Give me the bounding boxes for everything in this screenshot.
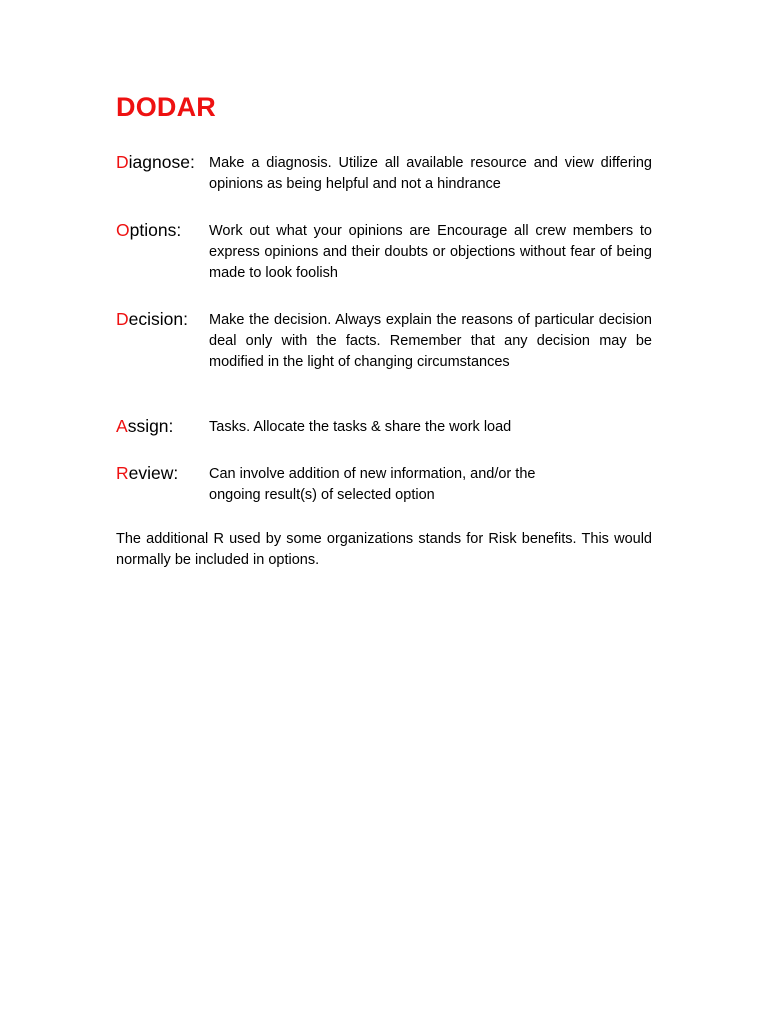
term-review xyxy=(116,462,178,484)
term-initial: O xyxy=(116,220,130,240)
term-initial: D xyxy=(116,152,129,172)
term-initial: D xyxy=(116,309,129,329)
definition-line: ongoing result(s) of selected option xyxy=(209,487,435,503)
definition-review xyxy=(209,464,652,506)
term-decision xyxy=(116,308,188,330)
definition-options: Work out what your opinions are Encourage all crew members to express opinions and their doubts or objections without fear of being made to look foolish xyxy=(209,223,652,281)
term-rest: ptions: xyxy=(129,220,182,240)
definition-decision: Make the decision. Always explain the reasons of particular decision deal only with the facts. Remember that any decision may be modified in the light of changing circumstances xyxy=(209,312,652,370)
term-diagnose xyxy=(116,151,195,173)
term-options xyxy=(116,219,181,241)
closing-note: The additional R used by some organizations stands for Risk benefits. This would normally be included in options. xyxy=(116,531,652,568)
document-title: DODAR xyxy=(116,92,216,122)
term-assign xyxy=(116,415,173,437)
term-rest: iagnose: xyxy=(128,152,195,172)
term-rest: eview: xyxy=(128,463,179,483)
definition-assign: Tasks. Allocate the tasks & share the work load xyxy=(209,419,512,435)
term-rest: ecision: xyxy=(128,309,188,329)
term-initial: R xyxy=(116,463,129,483)
term-rest: ssign: xyxy=(127,416,174,436)
definition-line: Can involve addition of new information, and/or the xyxy=(209,466,536,482)
term-initial: A xyxy=(116,416,128,436)
definition-diagnose: Make a diagnosis. Utilize all available resource and view differing opinions as being helpful and not a hindrance xyxy=(209,155,652,192)
